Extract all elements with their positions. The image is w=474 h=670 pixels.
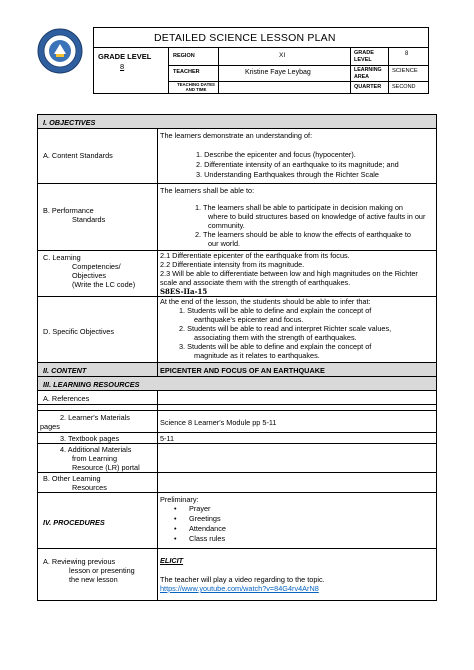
performance-standard-item: our world. [208,239,241,248]
textbook-value: 5-11 [160,434,175,443]
procedures-value-cell [158,493,436,548]
lc-code: S8ES-IIa-15 [160,287,208,296]
objectives-heading-row [38,115,436,129]
region-value-cell [219,48,351,66]
learning-area-label-cell [351,66,389,82]
quarter-label: QUARTER [354,84,382,90]
specific-objective-item: magnitude as it relates to earthquakes. [194,351,320,360]
specific-objectives-label: D. Specific Objectives [43,327,114,336]
region-label-cell [169,48,219,66]
performance-standard-item: 2. The learners should be able to know the effects of earthquake to [195,230,411,239]
teaching-dates-value-cell [219,82,351,93]
content-standard-item: 1. Describe the epicenter and focus (hypocenter). [196,150,356,159]
content-value-cell [158,363,436,376]
preliminary-item: • [174,534,177,543]
content-standards-label: A. Content Standards [43,151,113,160]
competencies-label: Competencies/ [72,262,121,271]
procedures-heading: IV. PROCEDURES [43,518,105,527]
reviewing-row [38,549,436,600]
specific-objectives-row [38,297,436,363]
quarter-label-cell [351,82,389,93]
competency-line: 2.3 Will be able to differentiate between low and high magnitudes on the Richter [160,269,418,278]
other-resources-row [38,473,436,493]
teacher-value: Kristine Faye Leybag [245,69,311,76]
grade-value: 8 [405,51,409,57]
resources-heading-row [38,377,436,391]
quarter-value: SECOND [392,84,416,90]
additional-materials-row [38,444,436,473]
competencies-label: (Write the LC code) [72,280,136,289]
learners-materials-value: Science 8 Learner's Module pp 5-11 [160,418,277,427]
grade-level-cell [94,48,169,93]
preliminary-item-text: Class rules [189,534,226,543]
procedures-label-cell [38,493,158,548]
additional-materials-label: Resource (LR) portal [72,463,140,472]
grade-label-cell [351,48,389,66]
learners-materials-label-cell [38,411,158,432]
learning-area-value-cell [389,66,428,82]
reviewing-label: A. Reviewing previous [43,557,116,566]
reviewing-label: lesson or presenting [69,566,135,575]
additional-materials-label: from Learning [72,454,118,463]
school-seal [37,28,83,74]
competency-line: 2.2 Differentiate intensity from its magnitude. [160,260,305,269]
performance-standard-item: 1. The learners shall be able to participate in decision making on [195,203,403,212]
performance-standard-item: where to build structures based on knowledge of active faults in our [208,212,426,221]
region-value: XI [279,52,286,59]
preliminary-item-text: Attendance [189,524,226,533]
video-link[interactable]: https://www.youtube.com/watch?v=84G4rv4ArN8 [160,584,319,593]
additional-materials-label-cell [38,444,158,472]
performance-standards-row [38,184,436,251]
references-value-cell [158,391,436,404]
content-standard-item: 3. Understanding Earthquakes through the Richter Scale [196,170,379,179]
grade-level-label: GRADE LEVEL [98,52,152,61]
references-label-cell [38,391,158,404]
competencies-label: Objectives [72,271,107,280]
learners-materials-row [38,411,436,433]
region-label: REGION [173,53,195,59]
textbook-label: 3. Textbook pages [60,434,120,443]
competencies-value-cell [158,251,436,296]
teacher-label: TEACHER [173,69,200,75]
other-resources-value-cell [158,473,436,492]
content-standard-item: 2. Differentiate intensity of an earthquake to its magnitude; and [196,160,399,169]
header-table [93,27,429,94]
performance-standards-label: Standards [72,215,106,224]
reviewing-value-cell [158,549,436,600]
content-standards-row [38,129,436,184]
grade-value-cell [389,48,428,66]
competency-line: scale and associate them with the strength of earthquakes. [160,278,351,287]
competencies-row [38,251,436,297]
specific-objectives-value-cell [158,297,436,362]
header-title-cell [94,28,428,48]
competencies-label: C. Learning [43,253,81,262]
other-resources-label: Resources [72,483,107,492]
additional-materials-value-cell [158,444,436,472]
specific-objectives-label-cell [38,297,158,362]
textbook-row [38,433,436,444]
quarter-value-cell [389,82,428,93]
content-standards-intro: The learners demonstrate an understanding of: [160,131,313,140]
teacher-value-cell [219,66,351,82]
content-row [38,363,436,377]
resources-heading: III. LEARNING RESOURCES [43,380,140,389]
reviewing-label-cell [38,549,158,600]
preliminary-item: • [174,504,177,513]
performance-standard-item: community. [208,221,245,230]
references-label: A. References [43,394,90,403]
elicit-heading: ELICIT [160,556,184,565]
additional-materials-label: 4. Additional Materials [60,445,132,454]
learners-materials-value-cell [158,411,436,432]
learning-area-value: SCIENCE [392,68,418,74]
reviewing-label: the new lesson [69,575,118,584]
textbook-label-cell [38,433,158,443]
learners-materials-label: 2. Learner's Materials [60,413,130,422]
specific-objective-item: associating them with the strength of earthquakes. [194,333,357,342]
specific-objectives-intro: At the end of the lesson, the students should be able to infer that: [160,297,371,306]
textbook-value-cell [158,433,436,443]
competency-line: 2.1 Differentiate epicenter of the earthquake from its focus. [160,251,350,260]
other-resources-label-cell [38,473,158,492]
content-label-cell [38,363,158,376]
preliminary-label: Preliminary: [160,495,199,504]
spacer-label-cell [38,405,158,410]
learning-area-label: LEARNING AREA [354,67,382,80]
grade-label: GRADE LEVEL [354,50,374,63]
learners-materials-label: pages [40,422,60,431]
other-resources-label: B. Other Learning [43,474,101,483]
specific-objective-item: 3. Students will be able to define and explain the concept of [179,342,372,351]
content-standards-label-cell [38,129,158,183]
competencies-label-cell [38,251,158,296]
performance-standards-intro: The learners shall be able to: [160,186,255,195]
page-title: DETAILED SCIENCE LESSON PLAN [154,32,336,44]
preliminary-item: • [174,514,177,523]
specific-objective-item: 1. Students will be able to define and explain the concept of [179,306,372,315]
preliminary-item-text: Greetings [189,514,221,523]
content-heading: II. CONTENT [43,366,87,375]
teaching-dates-label-cell [169,82,219,93]
content-value: EPICENTER AND FOCUS OF AN EARTHQUAKE [160,366,325,375]
specific-objective-item: 2. Students will be able to read and interpret Richter scale values, [179,324,392,333]
specific-objective-item: earthquake's epicenter and focus. [194,315,304,324]
performance-standards-label-cell [38,184,158,250]
lesson-plan-table [37,114,437,601]
video-instruction: The teacher will play a video regarding to the topic. [160,575,325,584]
teacher-label-cell [169,66,219,82]
performance-standards-value-cell [158,184,436,250]
preliminary-item-text: Prayer [189,504,211,513]
references-row [38,391,436,405]
objectives-heading: I. OBJECTIVES [43,118,96,127]
procedures-row [38,493,436,549]
preliminary-item: • [174,524,177,533]
content-standards-value-cell [158,129,436,183]
performance-standards-label: B. Performance [43,206,94,215]
grade-level-value: 8 [120,62,125,71]
teaching-dates-label: TEACHING DATES AND TIME [177,82,215,92]
